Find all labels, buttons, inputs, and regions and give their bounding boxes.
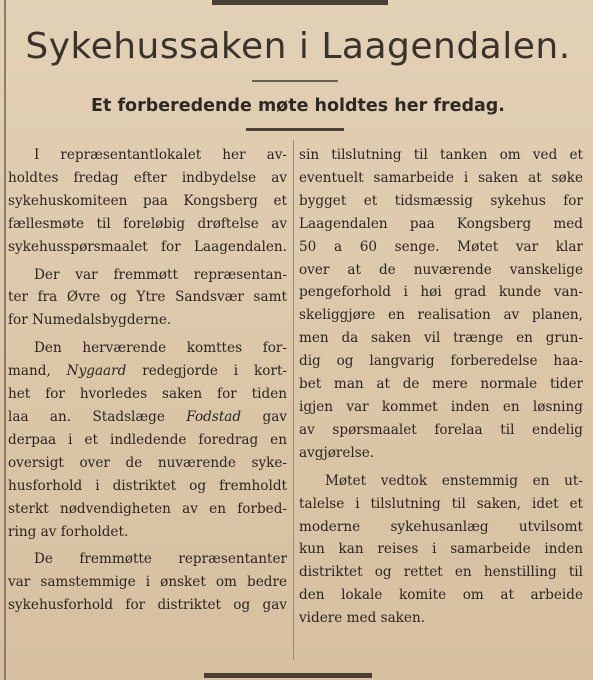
text-line: over at de nuværende vanskelige [299,261,583,278]
top-rule [212,0,388,5]
text-fragment: gav [241,408,287,425]
text-line: avgjørelse. [299,444,375,461]
text-line: distriktet og rettet en henstilling til [299,564,583,581]
text-line: eventuelt samarbeide i saken at søke [299,169,583,186]
text-fragment: mand, [8,363,67,380]
text-line: ter fra Øvre og Ytre Sandsvær samt [8,289,287,306]
text-line: dig og langvarig forberedelse haa- [299,353,583,370]
column-border-line [4,0,6,680]
article-column-right [299,144,583,635]
text-line: sykehuskomiteen paa Kongsberg et [8,192,287,209]
paragraph [8,337,287,543]
text-line: videre med saken. [299,610,426,627]
text-line: ring av forholdet. [8,523,129,540]
text-line: for Numedalsbygderne. [8,312,172,329]
text-line: pengeforhold i høi grad kunde van- [299,284,583,301]
text-line: var samstemmige i ønsket om bedre [8,574,287,591]
paragraph [8,548,287,617]
text-line: husforhold i distriktet og fremholdt [8,477,287,494]
text-line: moderne sykehusanlæg utvilsomt [299,518,583,535]
headline: Sykehussaken i Laagendalen. [25,26,571,67]
text-line: derpaa i et indledende foredrag en [8,431,287,448]
text-fragment: laa an. Stadslæge [8,408,187,425]
text-line: Laagendalen paa Kongsberg med [299,215,583,232]
text-line: het for hvorledes saken for tiden [8,386,287,403]
subheadline: Et forberedende møte holdtes her fredag. [91,96,505,116]
paragraph [299,144,583,465]
text-line: kun kan reises i samarbeide inden [299,541,583,558]
text-line: Den herværende komttes for- [34,340,287,357]
text-line: talelse i tilslutning til saken, idet et [299,495,583,512]
text-line: bet man at de mere normale tider [299,376,583,393]
headline-divider [252,80,338,82]
text-line: holdtes fredag efter indbydelse av [8,169,287,186]
text-line: I repræsentantlokalet her av- [34,147,287,163]
text-line [8,360,287,383]
person-name: Fodstad [186,408,242,425]
text-line: fællesmøte til foreløbig drøftelse av [8,215,287,232]
subheadline-divider [246,128,344,131]
paragraph [8,144,287,259]
text-fragment: redegjorde i kort- [126,363,288,380]
text-line: men da saken vil trænge en grun- [299,330,583,347]
text-line: sykehusforhold for distriktet og gav [8,597,287,614]
person-name: Nygaard [66,363,127,380]
text-line: av spørsmaalet forelaa til endelig [299,421,583,438]
text-line: Møtet vedtok enstemmig en ut- [325,472,583,489]
text-line: 50 a 60 senge. Møtet var klar [299,238,583,255]
text-line: bygget et tidsmæssig sykehus for [299,192,583,209]
article-column-left [8,144,287,622]
column-divider [293,140,294,660]
text-line: oversigt over de nuværende syke- [8,454,287,471]
text-line: sykehusspørsmaalet for Laagendalen. [8,238,287,255]
paragraph [299,470,583,630]
text-line: De fremmøtte repræsentanter [34,551,287,568]
text-line: skeliggjøre en realisation av planen, [299,307,583,324]
paragraph [8,264,287,333]
bottom-rule [204,673,372,678]
text-line: sin tilslutning til tanken om ved et [299,147,583,163]
text-line: Der var fremmøtt repræsentan- [34,266,287,283]
text-line [8,406,287,429]
text-line: den lokale komite om at arbeide [299,587,583,604]
text-line: sterkt nødvendigheten av en forbed- [8,500,287,517]
text-line: igjen var kommet inden en løsning [299,398,583,415]
